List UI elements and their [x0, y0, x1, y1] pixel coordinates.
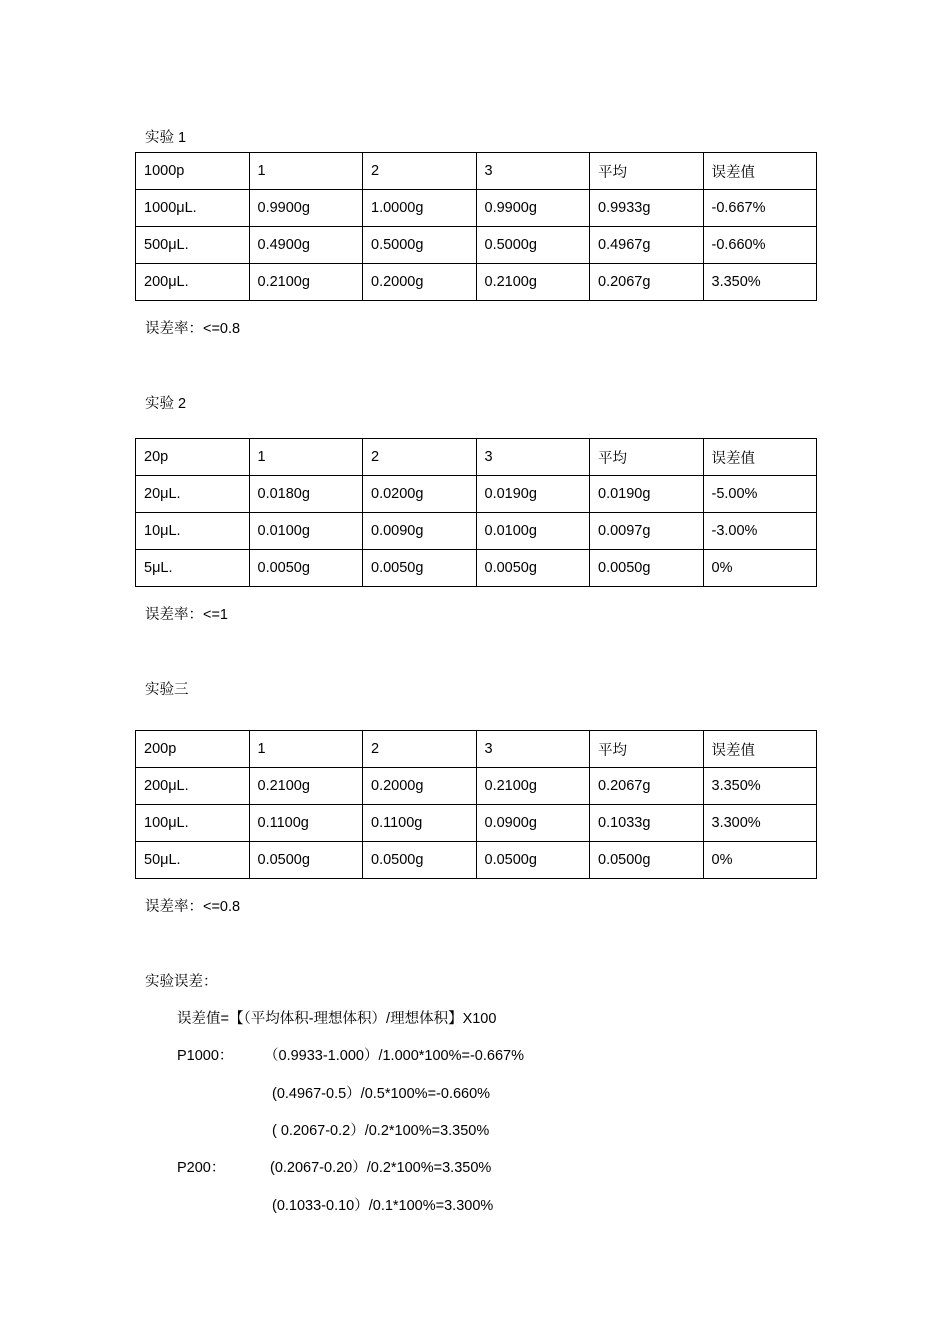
p200-calc-line: (0.2067-0.20）/0.2*100%=3.350% [270, 1160, 492, 1176]
header-cell: 200p [136, 731, 250, 768]
table-cell: 0.0050g [249, 550, 363, 587]
table-cell: 0.0500g [249, 842, 363, 879]
table-cell: 0.2100g [476, 768, 590, 805]
experiment-2-title: 实验 2 [145, 396, 187, 412]
table-cell: 0.2100g [476, 264, 590, 301]
header-cell: 误差值 [703, 731, 817, 768]
table-cell: 0.0900g [476, 805, 590, 842]
table-cell: 5μL. [136, 550, 250, 587]
experiment-3-table [135, 730, 817, 879]
table-cell: 3.350% [703, 768, 817, 805]
table-cell: 0.0200g [363, 476, 477, 513]
p1000-calc-line: ( 0.2067-0.2）/0.2*100%=3.350% [272, 1123, 490, 1139]
table-cell: -5.00% [703, 476, 817, 513]
table-cell: -0.667% [703, 190, 817, 227]
table-cell: 0.0100g [476, 513, 590, 550]
table-cell: 200μL. [136, 768, 250, 805]
table-cell: 0.9933g [590, 190, 704, 227]
table-cell: 0.1100g [363, 805, 477, 842]
header-cell: 20p [136, 439, 250, 476]
header-cell: 3 [476, 439, 590, 476]
header-cell: 1000p [136, 153, 250, 190]
table-cell: 0.0050g [590, 550, 704, 587]
table-cell: 0.0050g [476, 550, 590, 587]
table-cell: 0.0190g [590, 476, 704, 513]
table-cell: -3.00% [703, 513, 817, 550]
table-row [136, 227, 817, 264]
experiment-2-table [135, 438, 817, 587]
table-cell: 0.2100g [249, 264, 363, 301]
table-cell: 3.300% [703, 805, 817, 842]
table-cell: 0% [703, 550, 817, 587]
experiment-3-note: 误差率：<=0.8 [145, 899, 241, 915]
table-row [136, 842, 817, 879]
header-cell: 误差值 [703, 439, 817, 476]
table-cell: 10μL. [136, 513, 250, 550]
header-cell: 误差值 [703, 153, 817, 190]
header-cell: 1 [249, 439, 363, 476]
table-cell: 0.1033g [590, 805, 704, 842]
p1000-calc-line: （0.9933-1.000）/1.000*100%=-0.667% [264, 1048, 524, 1064]
table-cell: 0.0180g [249, 476, 363, 513]
table-cell: 50μL. [136, 842, 250, 879]
table-cell: 500μL. [136, 227, 250, 264]
table-cell: 100μL. [136, 805, 250, 842]
header-cell: 平均 [590, 153, 704, 190]
table-cell: 0.0500g [590, 842, 704, 879]
table-header-row [136, 439, 817, 476]
p200-label: P200： [177, 1160, 226, 1176]
header-cell: 3 [476, 731, 590, 768]
table-cell: 0.0100g [249, 513, 363, 550]
header-cell: 2 [363, 439, 477, 476]
table-cell: 0.0500g [476, 842, 590, 879]
header-cell: 平均 [590, 731, 704, 768]
table-cell: 3.350% [703, 264, 817, 301]
table-cell: 0.0500g [363, 842, 477, 879]
header-cell: 2 [363, 731, 477, 768]
error-formula: 误差值=【（平均体积-理想体积）/理想体积】X100 [177, 1011, 497, 1027]
table-cell: 0.9900g [476, 190, 590, 227]
table-cell: 1.0000g [363, 190, 477, 227]
table-header-row [136, 153, 817, 190]
table-header-row [136, 731, 817, 768]
table-cell: 0.0090g [363, 513, 477, 550]
experiment-1-title: 实验 1 [145, 130, 187, 146]
table-cell: 0.0097g [590, 513, 704, 550]
header-cell: 1 [249, 731, 363, 768]
table-cell: 0.0190g [476, 476, 590, 513]
table-cell: 0.1100g [249, 805, 363, 842]
experiment-2-note: 误差率：<=1 [145, 607, 228, 623]
table-cell: 0.4900g [249, 227, 363, 264]
table-cell: 0.2000g [363, 768, 477, 805]
table-row [136, 550, 817, 587]
table-cell: 0.5000g [476, 227, 590, 264]
table-cell: 0.2100g [249, 768, 363, 805]
table-cell: -0.660% [703, 227, 817, 264]
table-cell: 0.5000g [363, 227, 477, 264]
table-row [136, 476, 817, 513]
table-row [136, 190, 817, 227]
table-cell: 0.9900g [249, 190, 363, 227]
table-cell: 20μL. [136, 476, 250, 513]
header-cell: 3 [476, 153, 590, 190]
table-row [136, 805, 817, 842]
experiment-1-table [135, 152, 817, 301]
p1000-calc-line: (0.4967-0.5）/0.5*100%=-0.660% [272, 1086, 491, 1102]
table-row [136, 513, 817, 550]
p200-calc-line: (0.1033-0.10）/0.1*100%=3.300% [272, 1198, 494, 1214]
experiment-1-note: 误差率：<=0.8 [145, 321, 241, 337]
table-cell: 200μL. [136, 264, 250, 301]
table-row [136, 768, 817, 805]
table-cell: 0% [703, 842, 817, 879]
table-cell: 0.4967g [590, 227, 704, 264]
p1000-label: P1000： [177, 1048, 234, 1064]
table-row [136, 264, 817, 301]
table-cell: 0.0050g [363, 550, 477, 587]
header-cell: 2 [363, 153, 477, 190]
table-cell: 0.2067g [590, 264, 704, 301]
header-cell: 1 [249, 153, 363, 190]
table-cell: 0.2000g [363, 264, 477, 301]
table-cell: 1000μL. [136, 190, 250, 227]
header-cell: 平均 [590, 439, 704, 476]
table-cell: 0.2067g [590, 768, 704, 805]
error-section-title: 实验误差： [145, 974, 218, 990]
experiment-3-title: 实验三 [145, 682, 189, 698]
